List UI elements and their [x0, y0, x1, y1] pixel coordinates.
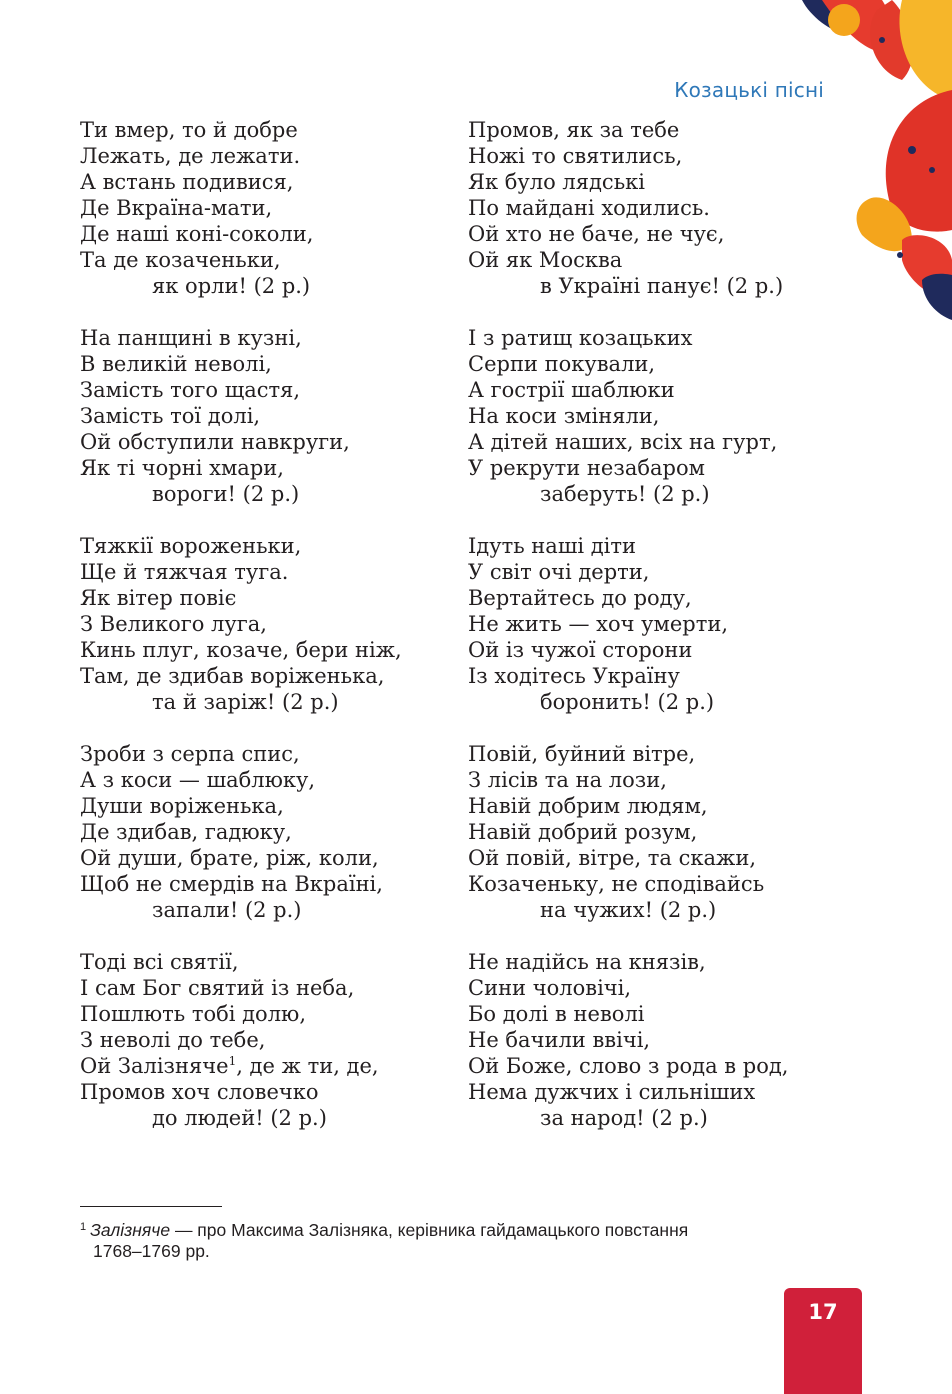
poem-line: Ой Боже, слово з рода в род, — [468, 1054, 789, 1078]
poem-line: Зроби з серпа спис, — [80, 742, 300, 766]
refrain-line: в Україні панує! (2 р.) — [540, 274, 784, 298]
footnote-number: 1 — [80, 1221, 87, 1233]
poem-line: Пошлють тобі долю, — [80, 1002, 306, 1026]
footnote-continuation: 1768–1769 рр. — [93, 1241, 210, 1261]
poem-line: Нема дужчих і сильніших — [468, 1080, 756, 1104]
stanza — [80, 741, 440, 923]
poem-line: Козаченьку, не сподівайсь — [468, 872, 765, 896]
poem-line: Души воріженька, — [80, 794, 284, 818]
poem-line: На панщині в кузні, — [80, 326, 302, 350]
poem-line: Не бачили ввічі, — [468, 1028, 651, 1052]
poem-line: І сам Бог святий із неба, — [80, 976, 355, 1000]
poem-line: З лісів та на лози, — [468, 768, 667, 792]
poem-line: Як було лядські — [468, 170, 645, 194]
poem-line: Ти вмер, то й добре — [80, 118, 298, 142]
refrain-line: боронить! (2 р.) — [540, 690, 715, 714]
poem-line-text: , де ж ти, де, — [236, 1054, 379, 1078]
poem-line: Не жить — хоч умерти, — [468, 612, 729, 636]
poem-line: Ой души, брате, ріж, коли, — [80, 846, 379, 870]
poem-line: Ой із чужої сторони — [468, 638, 693, 662]
poem-line: Як ті чорні хмари, — [80, 456, 284, 480]
poem-column-left — [80, 117, 440, 1157]
poem-line: А гострії шаблюки — [468, 378, 675, 402]
refrain-line: вороги! (2 р.) — [152, 482, 300, 506]
poem-line: На коси зміняли, — [468, 404, 660, 428]
stanza — [468, 533, 828, 715]
refrain-line: заберуть! (2 р.) — [540, 482, 710, 506]
page-number: 17 — [808, 1300, 838, 1324]
poem-line: Та де козаченьки, — [80, 248, 281, 272]
poem-line: Не надійсь на князів, — [468, 950, 706, 974]
poem-line: З неволі до тебе, — [80, 1028, 266, 1052]
poem-line: У світ очі дерти, — [468, 560, 650, 584]
poem-line: Ой хто не баче, не чує, — [468, 222, 725, 246]
poem-line: А дітей наших, всіх на гурт, — [468, 430, 778, 454]
poem-line: Замість тої долі, — [80, 404, 261, 428]
poem-line: Де Вкраїна-мати, — [80, 196, 273, 220]
poem-line: Із ходітесь Україну — [468, 664, 680, 688]
poem-line: Навій добрий розум, — [468, 820, 698, 844]
stanza — [80, 949, 440, 1131]
poem-line: По майдані ходились. — [468, 196, 710, 220]
stanza — [80, 117, 440, 299]
poem-line: Ножі то святились, — [468, 144, 683, 168]
stanza — [468, 325, 828, 507]
stanza — [80, 533, 440, 715]
poem-line: Промов хоч словечко — [80, 1080, 319, 1104]
poem-line-text: Ой Залізняче — [80, 1054, 229, 1078]
poem-line: Сини чоловічі, — [468, 976, 632, 1000]
poem-line: Ой повій, вітре, та скажи, — [468, 846, 757, 870]
footnote-reference-mark: 1 — [228, 1054, 237, 1068]
page-number-box — [784, 1288, 862, 1394]
poem-line: У рекрути незабаром — [468, 456, 705, 480]
poem-line: Кинь плуг, козаче, бери ніж, — [80, 638, 402, 662]
poem-line: Промов, як за тебе — [468, 118, 680, 142]
poem-column-right — [468, 117, 828, 1157]
refrain-line: та й заріж! (2 р.) — [152, 690, 339, 714]
stanza — [80, 325, 440, 507]
poem-line: Бо долі в неволі — [468, 1002, 645, 1026]
stanza — [468, 117, 828, 299]
poem-line: Вертайтесь до роду, — [468, 586, 692, 610]
poem-line: Ой обступили навкруги, — [80, 430, 350, 454]
footnote-divider — [80, 1206, 222, 1207]
poem-line — [80, 1053, 440, 1079]
refrain-line: на чужих! (2 р.) — [540, 898, 717, 922]
stanza — [468, 741, 828, 923]
poem-line: Тяжкії вороженьки, — [80, 534, 302, 558]
stanza — [468, 949, 828, 1131]
refrain-line: за народ! (2 р.) — [540, 1106, 708, 1130]
poem-line: Повій, буйний вітре, — [468, 742, 696, 766]
poem-line: Ой як Москва — [468, 248, 623, 272]
footnote-term: Залізняче — [90, 1220, 171, 1240]
poem-line: В великій неволі, — [80, 352, 272, 376]
poem-line: Ідуть наші діти — [468, 534, 636, 558]
poem-line: Де наші коні-соколи, — [80, 222, 314, 246]
poem-line: А з коси — шаблюку, — [80, 768, 316, 792]
poem-line: Де здибав, гадюку, — [80, 820, 292, 844]
running-head-title: Козацькі пісні — [674, 78, 824, 102]
poem-line: А встань подивися, — [80, 170, 294, 194]
poem-line: Лежать, де лежати. — [80, 144, 301, 168]
footnote — [80, 1217, 842, 1262]
poem-line: Замість того щастя, — [80, 378, 301, 402]
poem-line: Щоб не смердів на Вкраїні, — [80, 872, 383, 896]
refrain-line: до людей! (2 р.) — [152, 1106, 327, 1130]
poem-line: Тоді всі святії, — [80, 950, 239, 974]
poem-line: Навій добрим людям, — [468, 794, 708, 818]
poem-line: І з ратищ козацьких — [468, 326, 693, 350]
poem-line: Ще й тяжчая туга. — [80, 560, 289, 584]
poem-line: З Великого луга, — [80, 612, 267, 636]
poem-line: Там, де здибав воріженька, — [80, 664, 385, 688]
footnote-text: — про Максима Залізняка, керівника гайдамацького повстання — [170, 1220, 689, 1240]
refrain-line: запали! (2 р.) — [152, 898, 302, 922]
refrain-line: як орли! (2 р.) — [152, 274, 311, 298]
poem-line: Як вітер повіє — [80, 586, 237, 610]
poem-line: Серпи покували, — [468, 352, 656, 376]
